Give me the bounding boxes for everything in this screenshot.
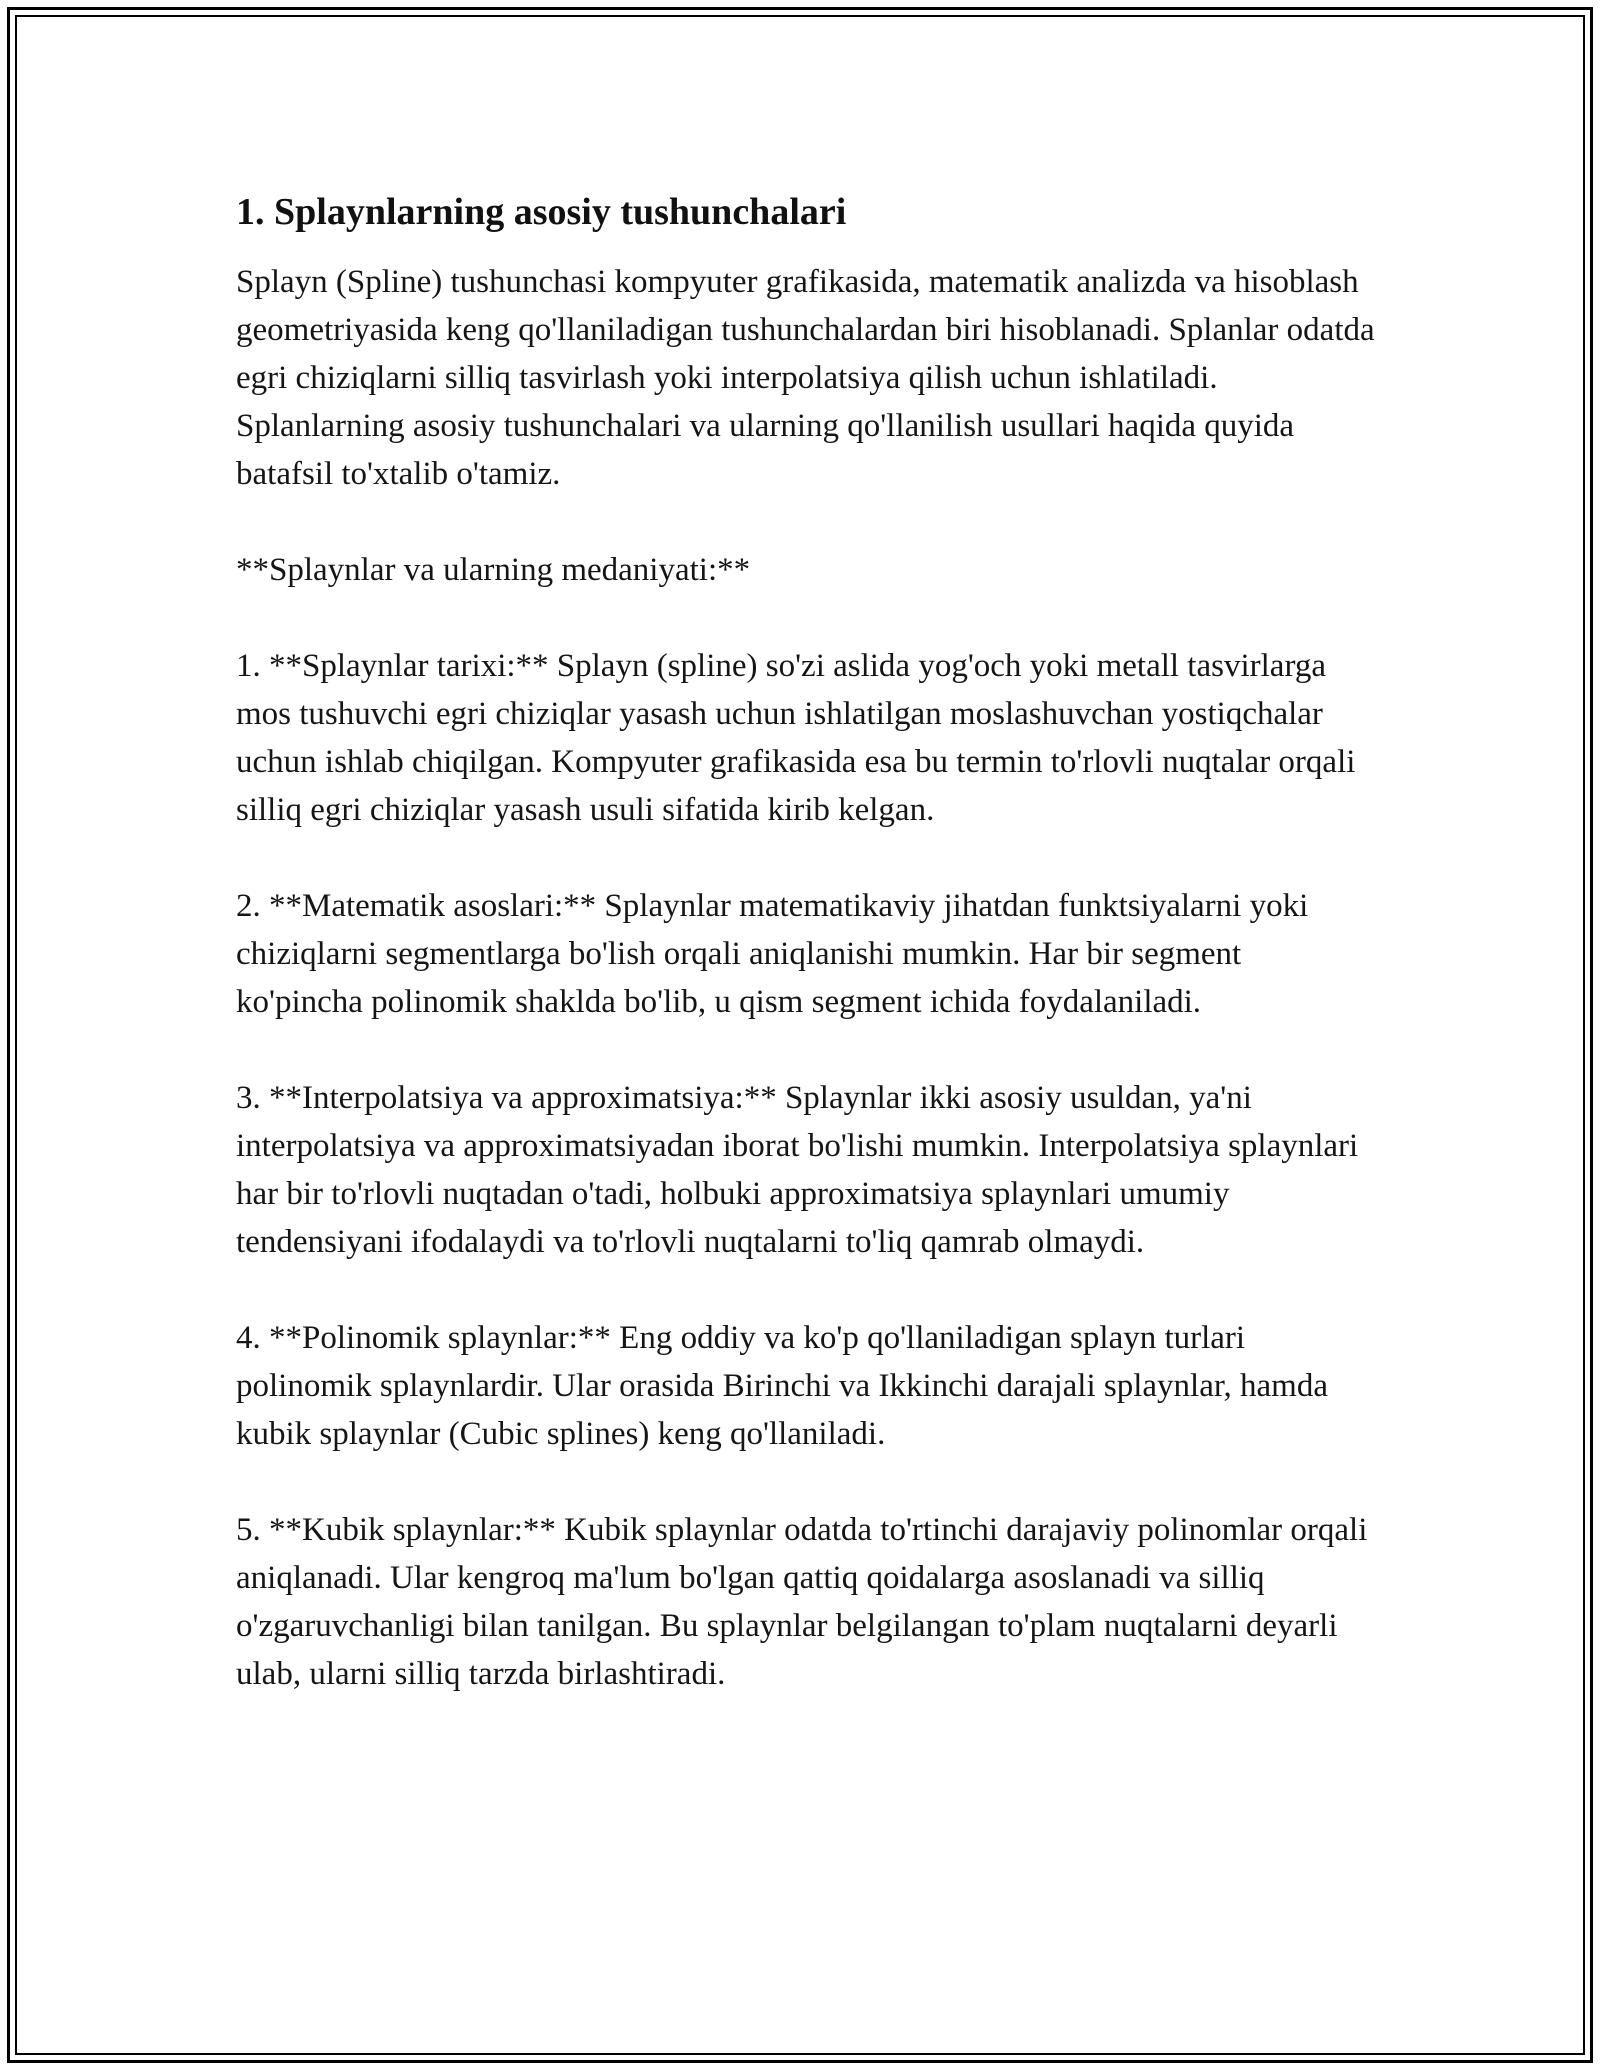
- section-heading: 1. Splaynlarning asosiy tushunchalari: [236, 191, 847, 233]
- document-body: [236, 188, 1376, 1698]
- intro-paragraph: Splayn (Spline) tushunchasi kompyuter grafikasida, matematik analizda va hisoblash geometriyasida keng qo'llaniladigan tushunchalardan biri hisoblanadi. Splanlar odatda egri chiziqlarni silliq tasvirlash yoki interpolatsiya qilish uchun ishlatiladi. Splanlarning asosiy tushunchalari va ularning qo'llanilish usullari haqida quyida batafsil to'xtalib o'tamiz.: [236, 264, 1375, 492]
- list-item-history: 1. **Splaynlar tarixi:** Splayn (spline) so'zi aslida yog'och yoki metall tasvirlarga mos tushuvchi egri chiziqlar yasash uchun ishlatilgan moslashuvchan yostiqchalar uchun ishlab chiqilgan. Kompyuter grafikasida esa bu termin to'rlovli nuqtalar orqali silliq egri chiziqlar yasash usuli sifatida kirib kelgan.: [236, 648, 1356, 828]
- list-item-interpolation: 3. **Interpolatsiya va approximatsiya:** Splaynlar ikki asosiy usuldan, ya'ni interpolatsiya va approximatsiyadan iborat bo'lishi mumkin. Interpolatsiya splaynlari har bir to'rlovli nuqtadan o'tadi, holbuki approximatsiya splaynlari umumiy tendensiyani ifodalaydi va to'rlovli nuqtalarni to'liq qamrab olmaydi.: [236, 1080, 1359, 1260]
- list-item-math-basics: 2. **Matematik asoslari:** Splaynlar matematikaviy jihatdan funktsiyalarni yoki chiziqlarni segmentlarga bo'lish orqali aniqlanishi mumkin. Har bir segment ko'pincha polinomik shaklda bo'lib, u qism segment ichida foydalaniladi.: [236, 888, 1309, 1020]
- list-item-polynomial: 4. **Polinomik splaynlar:** Eng oddiy va ko'p qo'llaniladigan splayn turlari polinomik splaynlardir. Ular orasida Birinchi va Ikkinchi darajali splaynlar, hamda kubik splaynlar (Cubic splines) keng qo'llaniladi.: [236, 1320, 1328, 1452]
- subsection-label: **Splaynlar va ularning medaniyati:**: [236, 552, 751, 588]
- list-item-cubic: 5. **Kubik splaynlar:** Kubik splaynlar odatda to'rtinchi darajaviy polinomlar orqali aniqlanadi. Ular kengroq ma'lum bo'lgan qattiq qoidalarga asoslanadi va silliq o'zgaruvchanligi bilan tanilgan. Bu splaynlar belgilangan to'plam nuqtalarni deyarli ulab, ularni silliq tarzda birlashtiradi.: [236, 1512, 1368, 1692]
